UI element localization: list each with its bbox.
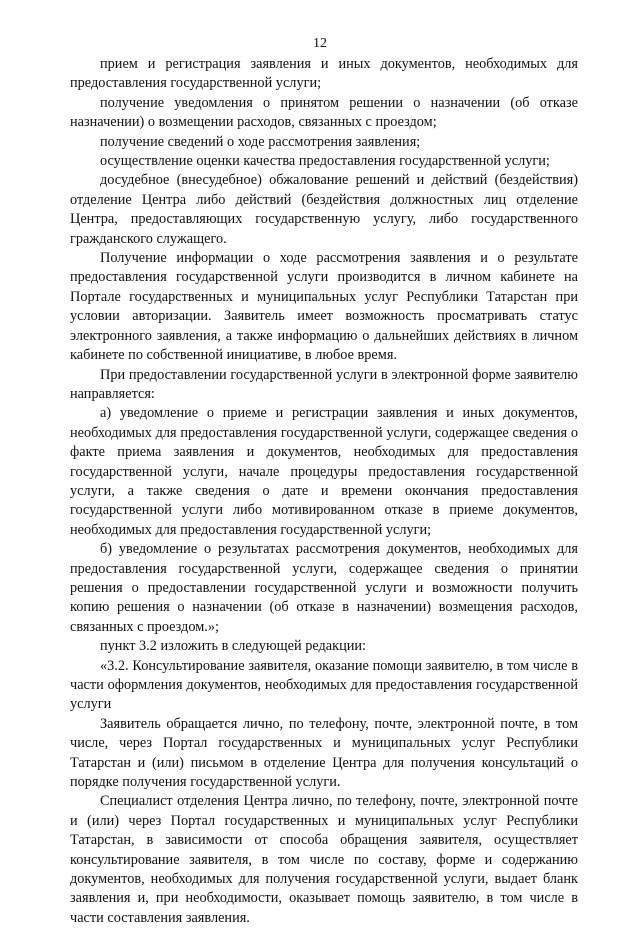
paragraph: получение сведений о ходе рассмотрения заявления;	[100, 133, 421, 150]
paragraph: Получение информации о ходе рассмотрения заявления и о результате предоставления государственной услуги производится в личном кабинете на Портале государственных и муниципальных услуг Республики Татарстан при условии авторизации. Заявитель имеет возможность просматривать статус электронного заявления, а также информацию о дальнейших действиях в личном кабинете по собственной инициативе, в любое время.	[70, 250, 578, 364]
paragraph: Специалист отделения Центра лично, по телефону, почте, электронной почте и (или) через Портал государственных и муниципальных услуг Республики Татарстан, в зависимости от способа обращения заявителя, осуществляет консультирование заявителя, в том числе по составу, форме и содержанию документов, необходимых для получения государственной услуги, выдает бланк заявления и, при необходимости, оказывает помощь заявителю, в том числе в части составления заявления.	[70, 793, 578, 926]
paragraph: б) уведомление о результатах рассмотрения документов, необходимых для предоставления государственной услуги, содержащее сведения о принятии решения о предоставлении государственной услуги и возможности получить копию решения о назначении (об отказе в назначении) возмещения расходов, связанных с проездом.»;	[70, 541, 578, 635]
paragraph: получение уведомления о принятом решении о назначении (об отказе назначении) о возмещении расходов, связанных с проездом;	[70, 94, 578, 131]
paragraph: осуществление оценки качества предоставления государственной услуги;	[100, 153, 550, 170]
page-number: 12	[313, 36, 327, 51]
paragraph: «3.2. Консультирование заявителя, оказание помощи заявителю, в том числе в части оформления документов, необходимых для предоставления государственной услуги	[70, 657, 578, 713]
paragraph: а) уведомление о приеме и регистрации заявления и иных документов, необходимых для предоставления государственной услуги, содержащее сведения о факте приема заявления и документов, необходимых для предоставления государственной услуги, начале процедуры предоставления государственной услуги, а также сведения о дате и времени окончания предоставления государственной услуги либо мотивированном отказе в приеме документов, необходимых для предоставления государственной услуги;	[70, 405, 578, 538]
paragraph: досудебное (внесудебное) обжалование решений и действий (бездействия) отделение Центра либо действий (бездействия должностных лиц отделение Центра, предоставляющих государственную услугу, либо государственного гражданского служащего.	[70, 172, 578, 247]
paragraph: При предоставлении государственной услуги в электронной форме заявителю направляется:	[70, 366, 578, 402]
paragraph: прием и регистрация заявления и иных документов, необходимых для предоставления государственной услуги;	[70, 56, 578, 92]
document-body	[70, 55, 578, 928]
paragraph: пункт 3.2 изложить в следующей редакции:	[100, 638, 367, 655]
paragraph: Заявитель обращается лично, по телефону, почте, электронной почте, в том числе, через Портал государственных и муниципальных услуг Республики Татарстан и (или) письмом в отделение Центра для получения консультаций о порядке получения государственной услуги.	[70, 715, 578, 791]
